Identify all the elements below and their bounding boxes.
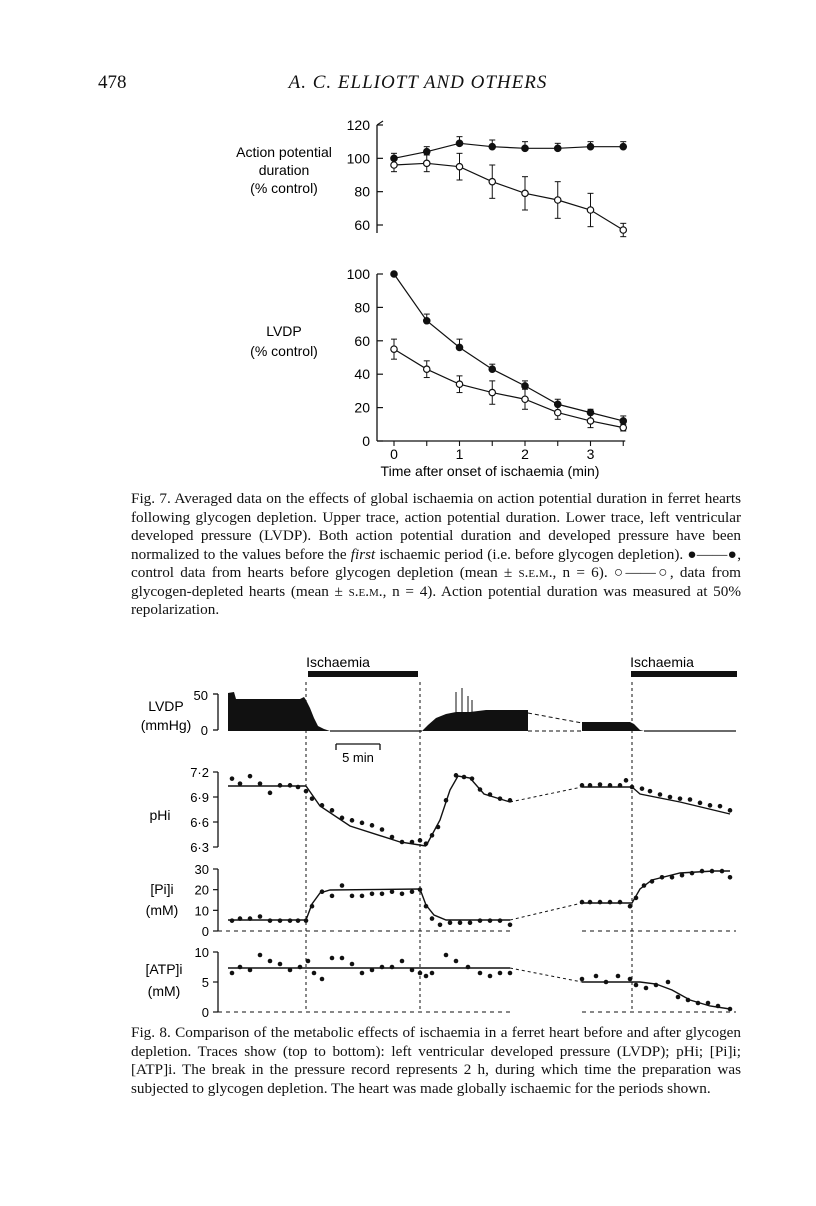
atp-data-point xyxy=(298,965,303,970)
lvdp-trace xyxy=(228,688,736,731)
pi-data-point xyxy=(424,904,429,909)
atp-data-point xyxy=(454,959,459,964)
pi-data-point xyxy=(634,896,639,901)
atp-data-point xyxy=(580,977,585,982)
lvdp-y-tick-label: 60 xyxy=(354,332,370,349)
atp-data-point xyxy=(350,962,355,967)
ph-y-tick-label: 7·2 xyxy=(190,765,209,780)
atp-data-point xyxy=(676,995,681,1000)
pi-data-point xyxy=(670,875,675,880)
ph-data-point xyxy=(498,796,503,801)
pi-data-point xyxy=(598,900,603,905)
ph-data-point xyxy=(580,783,585,788)
pi-data-point xyxy=(296,918,301,923)
pi-data-point xyxy=(498,918,503,923)
ph-data-point xyxy=(268,791,273,796)
atp-data-point xyxy=(716,1004,721,1009)
pi-data-point xyxy=(438,923,443,928)
lvdp-y-tick-label: 100 xyxy=(346,266,370,282)
atp-data-point xyxy=(268,959,273,964)
pi-data-point xyxy=(360,894,365,899)
ph-y-tick-label: 6·9 xyxy=(190,790,209,805)
pi-data-point xyxy=(720,869,725,874)
atp-data-point xyxy=(390,965,395,970)
pi-fit-line xyxy=(582,871,730,903)
ph-data-point xyxy=(648,789,653,794)
fig7-caption-part: , n = 6). ○——○, data from glycogen-depleted hearts (mean ± xyxy=(131,564,741,600)
ph-data-point xyxy=(618,783,623,788)
pi-y-tick-label: 30 xyxy=(194,862,209,877)
x-tick-label: 0 xyxy=(390,446,398,462)
x-tick-label: 1 xyxy=(455,446,464,462)
ph-data-point xyxy=(360,821,365,826)
atp-y-tick-label: 0 xyxy=(201,1005,209,1020)
pi-data-point xyxy=(310,904,315,909)
ph-data-point xyxy=(320,803,325,808)
ph-data-point xyxy=(588,783,593,788)
pi-data-point xyxy=(642,883,647,888)
ph-data-point xyxy=(424,841,429,846)
apd-label-line1: Action potential xyxy=(236,144,332,160)
ph-data-point xyxy=(708,803,713,808)
lvdp-y-tick-label: 20 xyxy=(354,399,370,416)
apd-y-tick-label: 60 xyxy=(354,217,370,233)
atp-data-point xyxy=(594,974,599,979)
fig7-caption-sem: s.e.m. xyxy=(348,582,383,600)
ph-data-point xyxy=(370,823,375,828)
apd-y-tick-label: 80 xyxy=(354,183,370,200)
ph-data-point xyxy=(688,797,693,802)
ph-data-point xyxy=(304,789,309,794)
ph-trace-label: pHi xyxy=(149,807,171,823)
pi-fit-line xyxy=(420,889,510,920)
pi-data-point xyxy=(258,914,263,919)
lvdp-y-tick-label: 80 xyxy=(354,299,370,316)
apd-label-line2: duration xyxy=(258,162,310,178)
lvdp-label-line1: LVDP xyxy=(266,323,302,339)
pi-trace-label-1: [Pi]i xyxy=(150,881,174,897)
atp-data-point xyxy=(238,965,243,970)
pi-data-point xyxy=(268,918,273,923)
pi-data-point xyxy=(288,918,293,923)
ph-data-point xyxy=(410,840,415,845)
pi-data-point xyxy=(580,900,585,905)
atp-y-tick-label: 10 xyxy=(194,945,209,960)
pi-data-point xyxy=(278,918,283,923)
ph-data-point xyxy=(488,792,493,797)
atp-data-point xyxy=(628,977,633,982)
fig7-caption-part: , n = 4). Action potential duration was measured at 50% repolarization. xyxy=(131,582,742,618)
atp-data-point xyxy=(498,971,503,976)
ph-data-point xyxy=(310,796,315,801)
fig7-caption-part: Fig. 7. Averaged data on the effects of global ischaemia on action potential duration in ferret hearts following glycogen depletion. Upper trace, action potential duration. Lower trace, left ventricular developed pressure (LVDP). Both action potential duration and developed pressure have been normalized to the values before the xyxy=(131,490,741,563)
fig7-caption-italic: first xyxy=(350,545,376,563)
atp-data-point xyxy=(360,971,365,976)
pi-data-point xyxy=(330,894,335,899)
ph-data-point xyxy=(296,785,301,790)
atp-data-point xyxy=(370,968,375,973)
atp-data-point xyxy=(508,971,513,976)
ph-y-tick-label: 6·3 xyxy=(190,840,209,855)
ph-data-point xyxy=(454,773,459,778)
lvdp-y-tick-label: 0 xyxy=(362,433,370,449)
ph-data-point xyxy=(718,804,723,809)
atp-trace-label-2: (mM) xyxy=(147,983,181,999)
atp-data-point xyxy=(444,953,449,958)
ph-data-point xyxy=(380,827,385,832)
atp-data-point xyxy=(312,971,317,976)
ph-data-point xyxy=(330,808,335,813)
page-number: 478 xyxy=(98,72,127,93)
pi-data-point xyxy=(238,916,243,921)
atp-data-point xyxy=(278,962,283,967)
pi-data-point xyxy=(400,892,405,897)
atp-data-point xyxy=(340,956,345,961)
pi-data-point xyxy=(508,923,513,928)
pi-data-point xyxy=(304,918,309,923)
ph-data-point xyxy=(624,778,629,783)
pi-trace-label-2: (mM) xyxy=(145,902,179,918)
pi-y-tick-label: 10 xyxy=(194,903,209,919)
fig8-marks xyxy=(228,773,732,1011)
atp-data-point xyxy=(616,974,621,979)
atp-data-point xyxy=(288,968,293,973)
atp-data-point xyxy=(258,953,263,958)
ph-data-point xyxy=(508,798,513,803)
ph-data-point xyxy=(340,816,345,821)
ph-data-point xyxy=(288,783,293,788)
ph-y-tick-label: 6·6 xyxy=(190,815,209,830)
apd-label-line3: (% control) xyxy=(250,180,318,196)
pi-data-point xyxy=(230,918,235,923)
pi-data-point xyxy=(660,875,665,880)
atp-data-point xyxy=(320,977,325,982)
ph-data-point xyxy=(658,792,663,797)
pi-data-point xyxy=(618,900,623,905)
ph-data-point xyxy=(698,801,703,806)
pi-data-point xyxy=(690,871,695,876)
ph-fit-line xyxy=(306,786,426,846)
ph-fit-line xyxy=(582,787,730,814)
pi-data-point xyxy=(728,875,733,880)
fig7-x-axis-label: Time after onset of ischaemia (min) xyxy=(380,463,600,479)
pi-y-tick-label: 0 xyxy=(201,924,209,939)
atp-data-point xyxy=(478,971,483,976)
lvdp-axis xyxy=(194,688,218,738)
pi-data-point xyxy=(680,873,685,878)
pi-data-point xyxy=(608,900,613,905)
ph-data-point xyxy=(350,818,355,823)
ph-data-point xyxy=(598,782,603,787)
ph-data-point xyxy=(608,783,613,788)
atp-data-point xyxy=(230,971,235,976)
atp-data-point xyxy=(306,959,311,964)
pi-data-point xyxy=(628,904,633,909)
ph-data-point xyxy=(678,796,683,801)
ph-data-point xyxy=(248,774,253,779)
ischaemia-bar-1 xyxy=(308,671,418,677)
pi-data-point xyxy=(248,916,253,921)
pi-data-point xyxy=(418,887,423,892)
ph-data-point xyxy=(668,795,673,800)
atp-data-point xyxy=(728,1007,733,1012)
ph-data-point xyxy=(478,787,483,792)
fig7-caption-sem: s.e.m. xyxy=(518,564,553,581)
lvdp-y-tick-label: 40 xyxy=(354,366,370,383)
ph-fit-line xyxy=(426,776,510,846)
fig7-caption-part: ischaemic period (i.e. before glycogen depletion). ●——●, control data from hearts before glycogen depletion (mean ± xyxy=(131,545,741,581)
pi-data-point xyxy=(458,920,463,925)
pi-data-point xyxy=(710,869,715,874)
pi-data-point xyxy=(478,918,483,923)
atp-data-point xyxy=(418,971,423,976)
atp-data-point xyxy=(706,1001,711,1006)
atp-data-point xyxy=(696,1001,701,1006)
scale-bar xyxy=(336,744,380,765)
atp-data-point xyxy=(424,974,429,979)
atp-data-point xyxy=(330,956,335,961)
atp-data-point xyxy=(430,971,435,976)
pi-data-point xyxy=(448,920,453,925)
atp-data-point xyxy=(380,965,385,970)
ph-data-point xyxy=(436,825,441,830)
pi-data-point xyxy=(370,892,375,897)
pi-data-point xyxy=(320,889,325,894)
pi-data-point xyxy=(390,889,395,894)
pi-data-point xyxy=(588,900,593,905)
pi-data-point xyxy=(650,879,655,884)
atp-data-point xyxy=(466,965,471,970)
lvdp-trace-label-1: LVDP xyxy=(148,698,184,714)
atp-data-point xyxy=(248,968,253,973)
atp-trace-label-1: [ATP]i xyxy=(145,961,183,977)
ph-data-point xyxy=(258,781,263,786)
ischaemia-bar-2 xyxy=(631,671,737,677)
pi-data-point xyxy=(468,920,473,925)
ph-data-point xyxy=(430,833,435,838)
pi-data-point xyxy=(340,883,345,888)
fig8-axes xyxy=(190,765,736,1020)
ischaemia-label-2: Ischaemia xyxy=(630,654,694,670)
lvdp-trace-label-2: (mmHg) xyxy=(140,717,192,733)
pi-y-tick-label: 20 xyxy=(194,882,209,898)
pi-data-point xyxy=(430,916,435,921)
atp-y-tick-label: 5 xyxy=(201,975,209,990)
lvdp-tick-0: 0 xyxy=(200,723,208,738)
lvdp-tick-50: 50 xyxy=(193,688,208,703)
atp-data-point xyxy=(400,959,405,964)
pi-data-point xyxy=(488,918,493,923)
atp-data-point xyxy=(666,980,671,985)
ph-data-point xyxy=(728,808,733,813)
pi-data-point xyxy=(700,869,705,874)
ph-data-point xyxy=(400,840,405,845)
running-head: A. C. ELLIOTT AND OTHERS xyxy=(288,72,548,93)
atp-data-point xyxy=(410,968,415,973)
ph-data-point xyxy=(230,776,235,781)
pi-data-point xyxy=(380,892,385,897)
ph-data-point xyxy=(444,798,449,803)
atp-data-point xyxy=(604,980,609,985)
pi-data-point xyxy=(350,894,355,899)
atp-data-point xyxy=(644,986,649,991)
x-tick-label: 3 xyxy=(586,446,595,462)
pi-gap-line xyxy=(510,903,582,920)
scale-bar-label: 5 min xyxy=(342,750,374,765)
ph-data-point xyxy=(238,781,243,786)
ph-data-point xyxy=(640,786,645,791)
apd-y-tick-label: 120 xyxy=(346,117,370,133)
atp-data-point xyxy=(634,983,639,988)
ph-data-point xyxy=(418,838,423,843)
x-tick-label: 2 xyxy=(521,446,529,462)
atp-gap-line xyxy=(510,968,582,982)
ph-data-point xyxy=(462,775,467,780)
atp-data-point xyxy=(488,974,493,979)
pi-data-point xyxy=(410,889,415,894)
ph-data-point xyxy=(630,785,635,790)
lvdp-label-line2: (% control) xyxy=(250,343,318,359)
ischaemia-label-1: Ischaemia xyxy=(306,654,370,670)
fig8-caption: Fig. 8. Comparison of the metabolic effects of ischaemia in a ferret heart before and after glycogen depletion. Traces show (top to bottom): left ventricular developed pressure (LVDP); pHi; [Pi]i; [ATP]i. The break in the pressure record represents 2 h, during which time the preparation was subjected to glycogen depletion. The heart was made globally ischaemic for the periods shown. xyxy=(131,1024,741,1097)
ph-data-point xyxy=(278,783,283,788)
ph-data-point xyxy=(390,835,395,840)
atp-data-point xyxy=(686,998,691,1003)
ph-data-point xyxy=(470,776,475,781)
ph-gap-line xyxy=(510,787,582,802)
atp-data-point xyxy=(654,983,659,988)
apd-y-tick-label: 100 xyxy=(346,150,370,167)
